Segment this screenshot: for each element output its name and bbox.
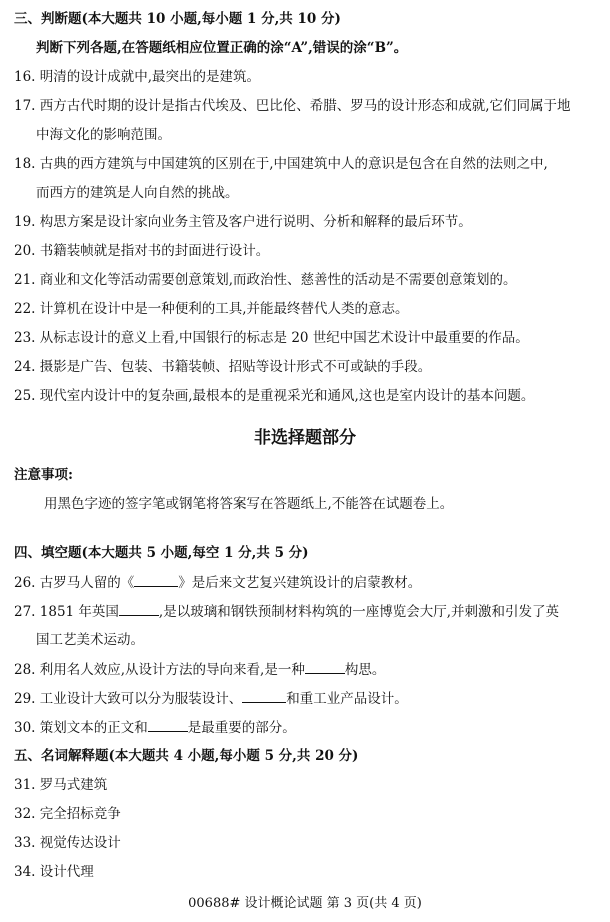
question-28-before: 28. 利用名人效应,从设计方法的导向来看,是一种	[14, 662, 305, 678]
page-footer: 00688# 设计概论试题 第 3 页(共 4 页)	[188, 896, 422, 911]
section5-heading: 五、名词解释题(本大题共 4 小题,每小题 5 分,共 20 分)	[14, 748, 359, 764]
section4-heading: 四、填空题(本大题共 5 小题,每空 1 分,共 5 分)	[14, 545, 309, 561]
question-22: 22. 计算机在设计中是一种便利的工具,并能最终替代人类的意志。	[14, 301, 409, 317]
question-28	[14, 660, 385, 679]
question-16: 16. 明清的设计成就中,最突出的是建筑。	[14, 69, 261, 85]
question-25: 25. 现代室内设计中的复杂画,最根本的是重视采光和通风,这也是室内设计的基本问题。	[14, 388, 535, 404]
question-19: 19. 构思方案是设计家向业务主管及客户进行说明、分析和解释的最后环节。	[14, 214, 472, 230]
question-30-before: 30. 策划文本的正文和	[14, 720, 148, 736]
question-30	[14, 718, 296, 737]
notice-label: 注意事项:	[14, 467, 73, 483]
question-24: 24. 摄影是广告、包装、书籍装帧、招贴等设计形式不可或缺的手段。	[14, 359, 432, 375]
question-26-after: 》是后来文艺复兴建筑设计的启蒙教材。	[178, 575, 422, 591]
question-18-cont: 而西方的建筑是人向自然的挑战。	[36, 185, 239, 201]
notice-text: 用黑色字迹的签字笔或钢笔将答案写在答题纸上,不能答在试题卷上。	[44, 496, 454, 512]
fill-blank-26	[134, 573, 178, 587]
question-29-before: 29. 工业设计大致可以分为服装设计、	[14, 691, 243, 707]
question-30-after: 是最重要的部分。	[187, 720, 296, 736]
question-26	[14, 573, 421, 592]
section3-heading: 三、判断题(本大题共 10 小题,每小题 1 分,共 10 分)	[14, 11, 341, 27]
question-27	[14, 602, 559, 621]
fill-blank-28	[305, 660, 345, 674]
fill-blank-29	[242, 689, 286, 703]
fill-blank-30	[148, 718, 188, 732]
question-23: 23. 从标志设计的意义上看,中国银行的标志是 20 世纪中国艺术设计中最重要的作品。	[14, 330, 529, 346]
question-34: 34. 设计代理	[14, 864, 94, 880]
question-33: 33. 视觉传达设计	[14, 835, 121, 851]
nonchoice-title: 非选择题部分	[254, 428, 356, 448]
question-26-before: 26. 古罗马人留的《	[14, 575, 135, 591]
question-17-cont: 中海文化的影响范围。	[36, 127, 171, 143]
question-31: 31. 罗马式建筑	[14, 777, 108, 793]
question-21: 21. 商业和文化等活动需要创意策划,而政治性、慈善性的活动是不需要创意策划的。	[14, 272, 517, 288]
question-18: 18. 古典的西方建筑与中国建筑的区别在于,中国建筑中人的意识是包含在自然的法则之中,	[14, 156, 548, 172]
section3-instruction: 判断下列各题,在答题纸相应位置正确的涂“A”,错误的涂“B”。	[36, 40, 408, 56]
question-27-cont: 国工艺美术运动。	[36, 632, 144, 648]
question-28-after: 构思。	[344, 662, 386, 678]
question-27-before: 27. 1851 年英国	[14, 604, 119, 620]
fill-blank-27	[119, 602, 159, 616]
question-32: 32. 完全招标竞争	[14, 806, 121, 822]
question-20: 20. 书籍装帧就是指对书的封面进行设计。	[14, 243, 270, 259]
question-27-after: ,是以玻璃和钢铁预制材料构筑的一座博览会大厅,并刺激和引发了英	[158, 604, 560, 620]
question-29	[14, 689, 408, 708]
question-29-after: 和重工业产品设计。	[286, 691, 408, 707]
question-17: 17. 西方古代时期的设计是指古代埃及、巴比伦、希腊、罗马的设计形态和成就,它们同属于地	[14, 98, 571, 114]
